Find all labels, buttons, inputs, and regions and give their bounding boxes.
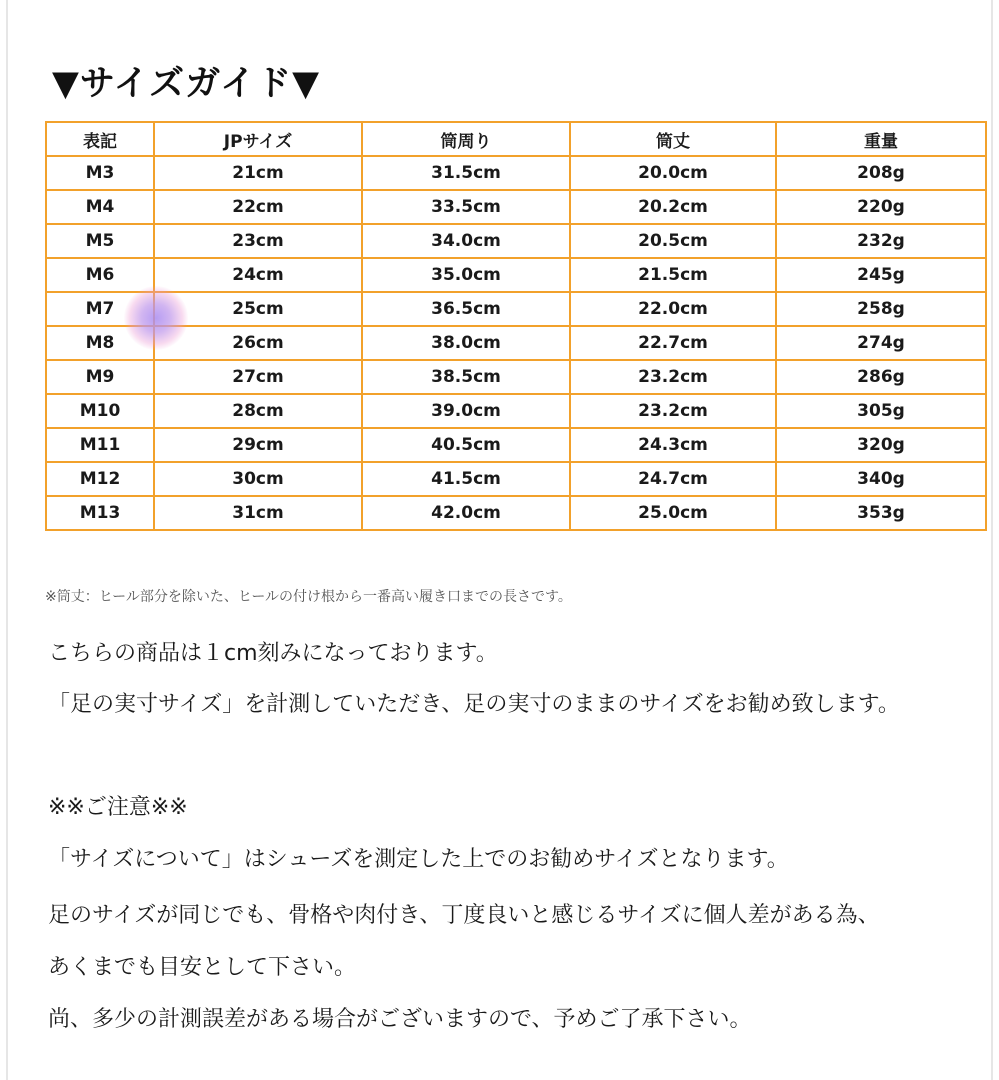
cell-jp-size: 22cm [154, 190, 362, 224]
paragraph-guideline: あくまでも目安として下さい。 [48, 955, 357, 980]
cell-weight: 245g [776, 258, 986, 292]
table-row [46, 496, 986, 530]
cell-notation: M8 [46, 326, 154, 360]
cell-notation: M5 [46, 224, 154, 258]
cell-notation: M13 [46, 496, 154, 530]
cell-shaft-height: 20.0cm [570, 156, 776, 190]
paragraph-size-increment: こちらの商品は１cm刻みになっております。 [48, 641, 498, 666]
paragraph-caution-heading: ※※ご注意※※ [48, 795, 188, 820]
cell-notation: M6 [46, 258, 154, 292]
cell-jp-size: 26cm [154, 326, 362, 360]
cell-shaft-circumference: 42.0cm [362, 496, 570, 530]
table-row [46, 258, 986, 292]
cell-shaft-circumference: 40.5cm [362, 428, 570, 462]
cell-notation: M12 [46, 462, 154, 496]
header-cell-jp-size: JPサイズ [154, 122, 362, 156]
header-cell-weight: 重量 [776, 122, 986, 156]
cell-shaft-circumference: 39.0cm [362, 394, 570, 428]
cell-notation: M4 [46, 190, 154, 224]
paragraph-individual-difference: 足のサイズが同じでも、骨格や肉付き、丁度良いと感じるサイズに個人差がある為、 [48, 903, 880, 928]
cell-jp-size: 25cm [154, 292, 362, 326]
cell-jp-size: 24cm [154, 258, 362, 292]
table-row [46, 360, 986, 394]
cell-shaft-height: 20.5cm [570, 224, 776, 258]
cell-weight: 286g [776, 360, 986, 394]
cell-jp-size: 28cm [154, 394, 362, 428]
cell-shaft-height: 24.3cm [570, 428, 776, 462]
table-row [46, 326, 986, 360]
cell-weight: 353g [776, 496, 986, 530]
cell-shaft-circumference: 41.5cm [362, 462, 570, 496]
cell-jp-size: 27cm [154, 360, 362, 394]
cell-shaft-circumference: 36.5cm [362, 292, 570, 326]
table-header-row [46, 122, 986, 156]
cell-shaft-circumference: 33.5cm [362, 190, 570, 224]
cell-weight: 232g [776, 224, 986, 258]
paragraph-measurement-error: 尚、多少の計測誤差がある場合がございますので、予めご了承下さい。 [48, 1007, 752, 1032]
table-row [46, 190, 986, 224]
cell-shaft-height: 23.2cm [570, 360, 776, 394]
cell-notation: M9 [46, 360, 154, 394]
cell-jp-size: 31cm [154, 496, 362, 530]
cell-jp-size: 21cm [154, 156, 362, 190]
cell-weight: 305g [776, 394, 986, 428]
cell-weight: 320g [776, 428, 986, 462]
cell-shaft-height: 23.2cm [570, 394, 776, 428]
size-guide-title: ▼サイズガイド▼ [52, 64, 320, 104]
table-row [46, 428, 986, 462]
cell-weight: 258g [776, 292, 986, 326]
table-row [46, 156, 986, 190]
cell-jp-size: 29cm [154, 428, 362, 462]
cell-notation: M7 [46, 292, 154, 326]
header-cell-notation: 表記 [46, 122, 154, 156]
cell-notation: M11 [46, 428, 154, 462]
table-row [46, 292, 986, 326]
cell-weight: 274g [776, 326, 986, 360]
cell-shaft-height: 21.5cm [570, 258, 776, 292]
paragraph-measure-advice: 「足の実寸サイズ」を計測していただき、足の実寸のままのサイズをお勧め致します。 [48, 692, 900, 717]
cell-shaft-height: 25.0cm [570, 496, 776, 530]
cell-weight: 340g [776, 462, 986, 496]
page-border-right [991, 0, 993, 1080]
cell-shaft-circumference: 31.5cm [362, 156, 570, 190]
table-row [46, 462, 986, 496]
shaft-height-footnote: ※筒丈：ヒール部分を除いた、ヒールの付け根から一番高い履き口までの長さです。 [45, 589, 572, 605]
cell-shaft-circumference: 34.0cm [362, 224, 570, 258]
table-row [46, 394, 986, 428]
table-row [46, 224, 986, 258]
size-table [45, 121, 987, 531]
cell-notation: M10 [46, 394, 154, 428]
cell-jp-size: 30cm [154, 462, 362, 496]
cell-shaft-circumference: 38.5cm [362, 360, 570, 394]
paragraph-size-note: 「サイズについて」はシューズを測定した上でのお勧めサイズとなります。 [48, 847, 789, 872]
cell-shaft-height: 22.0cm [570, 292, 776, 326]
cell-jp-size: 23cm [154, 224, 362, 258]
header-cell-shaft-circumference: 筒周り [362, 122, 570, 156]
cell-shaft-circumference: 38.0cm [362, 326, 570, 360]
cell-notation: M3 [46, 156, 154, 190]
cell-shaft-circumference: 35.0cm [362, 258, 570, 292]
page-border-left [6, 0, 8, 1080]
header-cell-shaft-height: 筒丈 [570, 122, 776, 156]
cell-shaft-height: 24.7cm [570, 462, 776, 496]
cell-shaft-height: 22.7cm [570, 326, 776, 360]
cell-shaft-height: 20.2cm [570, 190, 776, 224]
cell-weight: 208g [776, 156, 986, 190]
cell-weight: 220g [776, 190, 986, 224]
